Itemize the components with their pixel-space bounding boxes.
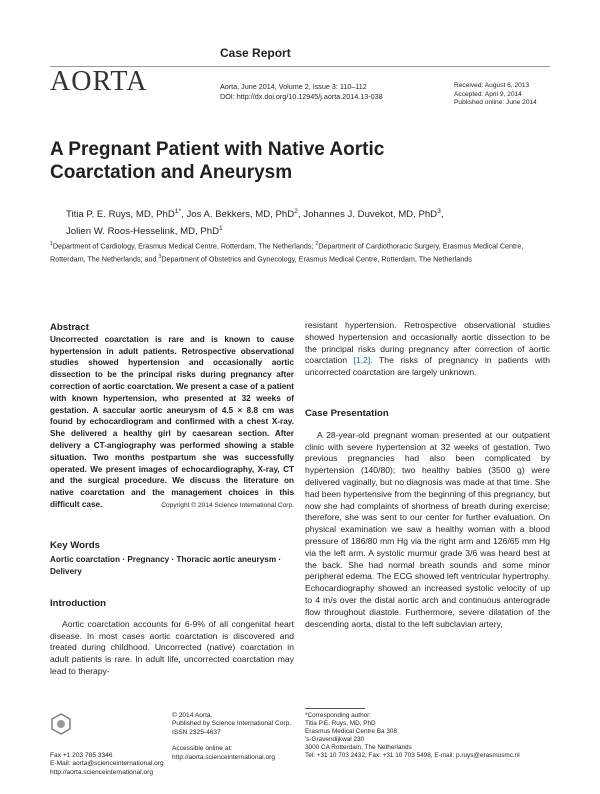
- correspondence-line: 's-Gravendijkwal 230: [305, 736, 365, 744]
- author-sup: 3: [437, 208, 441, 215]
- author-sep: ,: [181, 209, 187, 221]
- introduction-heading: Introduction: [50, 598, 106, 609]
- intro-cont-text: . The risks of pregnancy in patients with uncorrected coarctation are largely unknown.: [305, 355, 550, 378]
- correspondence-line: Tel: +31 10 703 2432, Fax: +31 10 703 5498, E-mail: p.ruys@erasmusmc.nl: [305, 752, 520, 760]
- citation-link[interactable]: [1,2]: [353, 355, 371, 366]
- abstract-section: [50, 322, 294, 512]
- affil-sup: 2: [315, 241, 319, 247]
- dates-block: [454, 82, 537, 108]
- keywords-section: [50, 540, 294, 577]
- author-sep: ,: [297, 209, 304, 221]
- correspondence-line: Erasmus Medical Centre Ba 308: [305, 728, 397, 736]
- footer-url[interactable]: http://aorta.scienceinternational.org: [50, 768, 153, 776]
- author-name: Jolien W. Roos-Hesselink, MD, PhD: [66, 226, 220, 238]
- affiliations: [50, 239, 550, 264]
- footer-publisher: [172, 712, 291, 762]
- footer-fax: Fax +1 203 785 3346: [50, 752, 113, 759]
- keywords-heading: Key Words: [50, 540, 100, 551]
- received-date: Received: August 6, 2013: [454, 82, 530, 89]
- author-sup: 1: [219, 225, 223, 233]
- doi-label: DOI:: [220, 92, 237, 101]
- affil-text: Department of Cardiothoracic Surgery, Erasmus Medical Centre, Rotterdam, The Netherlands; and: [50, 241, 524, 264]
- article-title: [50, 138, 510, 184]
- correspondence-block: [305, 712, 520, 761]
- citation-line: Aorta, June 2014, Volume 2, Issue 3: 110–112: [220, 82, 367, 91]
- footer-email[interactable]: E-Mail: aorta@scienceinternational.org: [50, 760, 164, 768]
- intro-continued: [305, 320, 550, 379]
- introduction-text: Aortic coarctation accounts for 6-9% of all congenital heart disease. In most cases aortic coarctation is discovered and treated during childhood. Uncorrected (native) coarctation in adult patients is rare. In adult life, uncorrected coarctation may lead to therapy-: [50, 618, 294, 676]
- introduction-section: [50, 598, 294, 678]
- title-line: A Pregnant Patient with Native Aortic: [50, 139, 385, 160]
- author-name: Johannes J. Duvekot, MD, PhD: [303, 209, 438, 221]
- accepted-date: Accepted: April 9, 2014: [454, 90, 522, 98]
- author-list: [66, 205, 536, 239]
- author: [303, 209, 443, 220]
- footer-line: ISSN 2325-4637: [172, 728, 221, 736]
- copyright-line: Copyright © 2014 Science International Corp.: [161, 501, 294, 509]
- journal-logo: AORTA: [50, 66, 148, 97]
- author: [186, 209, 303, 220]
- abstract-heading: Abstract: [50, 322, 89, 333]
- intro-cont-paragraph: [305, 320, 550, 379]
- affil-sup: 1: [50, 241, 53, 247]
- case-text: A 28-year-old pregnant woman presented at our outpatient clinic with severe hypertension at 32 weeks of gestation. Two previous pregnancies had also been complicated by hypertension (140/80); two healthy babies (3500 g) were delivered vaginally, but no diagnosis was made at that time. She had been hypertensive from the beginning of this pregnancy, but now she had complaints of shortness of breath during exercise; therefore, she was sent to our center for further evaluation. On physical examination we saw a healthy woman with a blood pressure of 186/80 mm Hg via the right arm and 126/65 mm Hg via the left arm. A systolic murmur grade 3/6 was heard best at the back. She had normal breath sounds and some minor peripheral edema. The ECG showed left ventricular hypertrophy. Echocardiography showed an increased systolic velocity of up to 4 m/s over the distal aortic arch and continuous anterograde flow throughout diastole. Furthermore, severe dilatation of the descending aorta, distal to the left subclavian artery,: [305, 429, 550, 629]
- footer-line: Published by Science International Corp.: [172, 720, 292, 728]
- case-heading: Case Presentation: [305, 408, 389, 419]
- intro-cont-text: resistant hypertension. Retrospective observational studies showed hypertension and occasionally aortic dissection to be the principal risks during pregnancy after correction of aortic coarctation: [305, 320, 550, 366]
- affil-text: Department of Cardiology, Erasmus Medical Centre, Rotterdam, The Netherlands;: [52, 241, 316, 251]
- title-line: Coarctation and Aneurysm: [50, 162, 293, 183]
- footer-spacer: [172, 737, 291, 745]
- published-date: Published online: June 2014: [454, 99, 537, 107]
- section-label: Case Report: [220, 46, 291, 60]
- case-section: [305, 408, 550, 630]
- author-sup: 2: [294, 208, 298, 215]
- footer-line: Accessible online at:: [172, 745, 233, 753]
- author: [66, 209, 186, 220]
- author-sep: ,: [440, 209, 444, 221]
- affil-sup: 3: [158, 253, 162, 260]
- citation-block: [220, 82, 383, 102]
- footnote-rule: [305, 708, 365, 709]
- author-name: Titia P. E. Ruys, MD, PhD: [66, 209, 175, 221]
- correspondence-line: Titia P.E. Ruys, MD, PhD: [305, 720, 376, 728]
- abstract-text: Uncorrected coarctation is rare and is known to cause hypertension in adult patients. Retrospective observational studies showed hypertension and occasionally aortic dissection to be the principal risks during pregnancy after correction of aortic coarctation. We present a case of a patient with known hypertension, who presented at 32 weeks of gestation. A saccular aortic aneurysm of 4.5 × 8.8 cm was found by echocardiogram and confirmed with a chest X-ray. She delivered a healthy girl by caesarean section. After delivery a CT-angiography was performed showing a stable situation. Two months postpartum she was successfully operated. We present images of echocardiography, X-ray, CT and the surgical procedure. We discuss the literature on native coarctation and the management choices in this difficult case.: [50, 334, 294, 509]
- publisher-logo-icon: [50, 713, 72, 735]
- doi-link[interactable]: http://dx.doi.org/10.12945/j.aorta.2014.13-038: [236, 92, 383, 101]
- author-sup: 1*: [174, 208, 182, 215]
- footer-line: © 2014 Aorta.: [172, 712, 213, 719]
- affil-text: Department of Obstetrics and Gynecology, Erasmus Medical Centre, Rotterdam, The Netherlands: [161, 254, 472, 264]
- author: [66, 226, 223, 237]
- author-name: Jos A. Bekkers, MD, PhD: [186, 209, 295, 221]
- footer-url[interactable]: http://aorta.scienceinternational.org: [172, 753, 275, 761]
- keywords-text: Aortic coarctation · Pregnancy · Thoracic aortic aneurysm · Delivery: [50, 554, 282, 576]
- correspondence-line: *Corresponding author:: [305, 712, 372, 719]
- footer-contact: [50, 752, 164, 777]
- correspondence-line: 3000 CA Rotterdam, The Netherlands: [305, 744, 412, 752]
- doi-line: [220, 92, 383, 102]
